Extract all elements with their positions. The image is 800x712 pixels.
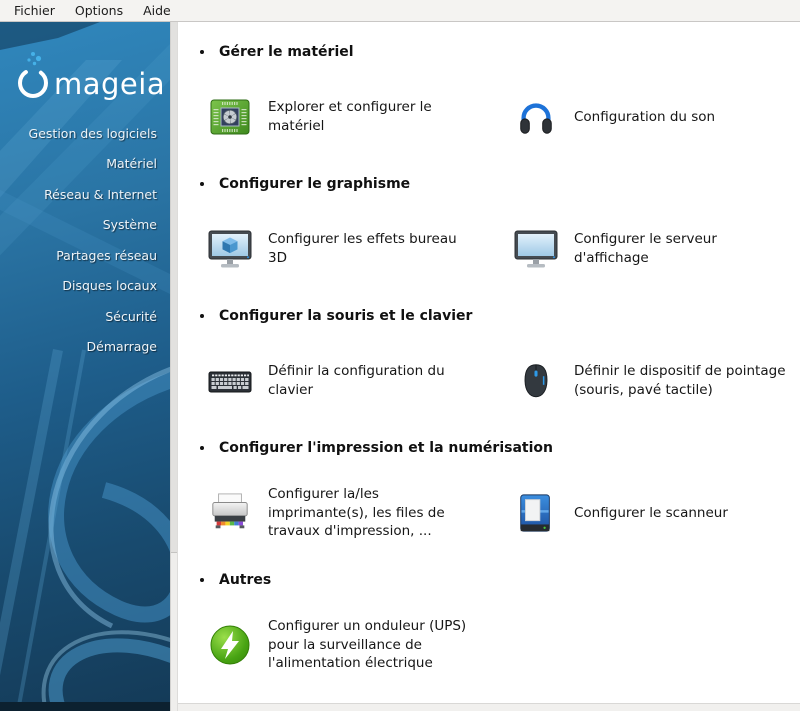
sidebar-item-local-disks[interactable]: Disques locaux	[62, 278, 157, 294]
menu-options[interactable]: Options	[74, 3, 124, 18]
section-title: Autres	[219, 572, 272, 588]
sidebar-item-network-shares[interactable]: Partages réseau	[56, 247, 157, 263]
section-others	[198, 570, 792, 676]
logo-cauldron-icon	[20, 70, 46, 96]
scrollbar-thumb[interactable]	[171, 22, 177, 553]
sidebar-item-system[interactable]: Système	[102, 217, 157, 233]
sidebar-item-hardware[interactable]: Matériel	[106, 156, 157, 172]
sidebar-item-boot[interactable]: Démarrage	[86, 339, 157, 355]
section-title: Configurer l'impression et la numérisation	[219, 440, 553, 456]
item-ups[interactable]	[206, 623, 254, 667]
section-mouse-keyboard	[198, 306, 792, 412]
item-pointing-device-label[interactable]: Définir le dispositif de pointage (souris, pavé tactile)	[574, 363, 786, 398]
monitor-3d-icon	[207, 228, 253, 270]
sidebar	[0, 22, 170, 711]
menu-fichier[interactable]: Fichier	[14, 3, 55, 18]
status-bar	[178, 703, 800, 711]
item-keyboard-config[interactable]	[206, 361, 254, 401]
section-title: Configurer le graphisme	[219, 176, 411, 192]
sidebar-item-software-management[interactable]: Gestion des logiciels	[28, 125, 157, 141]
item-printers[interactable]	[206, 492, 254, 534]
item-pointing-device[interactable]	[512, 360, 560, 402]
mageia-logo	[12, 48, 162, 106]
section-graphics	[198, 174, 792, 280]
item-sound-config-label[interactable]: Configuration du son	[574, 108, 716, 125]
vertical-scrollbar[interactable]	[170, 22, 178, 711]
section-row	[206, 614, 792, 676]
scanner-icon	[515, 492, 557, 534]
section-title: Gérer le matériel	[219, 44, 354, 60]
item-3d-effects[interactable]	[206, 228, 254, 270]
main-panel	[178, 22, 800, 711]
item-scanner-label[interactable]: Configurer le scanneur	[574, 504, 728, 521]
logo-bubbles-icon	[27, 52, 41, 65]
sidebar-nav	[0, 118, 170, 362]
section-row	[206, 218, 792, 280]
section-printing-scanning	[198, 438, 792, 544]
item-sound-config[interactable]	[512, 96, 560, 138]
keyboard-icon	[207, 361, 253, 401]
menu-aide[interactable]: Aide	[143, 3, 171, 18]
item-3d-effects-label[interactable]: Configurer les effets bureau 3D	[268, 231, 457, 266]
sidebar-item-security[interactable]: Sécurité	[105, 308, 157, 324]
ups-icon	[208, 623, 252, 667]
item-explore-hardware[interactable]	[206, 95, 254, 139]
section-row	[206, 350, 792, 412]
section-title: Configurer la souris et le clavier	[219, 308, 473, 324]
item-ups-label[interactable]: Configurer un onduleur (UPS) pour la surveillance de l'alimentation électrique	[268, 617, 467, 672]
item-display-server[interactable]	[512, 228, 560, 270]
cpu-icon	[208, 95, 252, 139]
headphones-icon	[515, 96, 557, 138]
sidebar-item-network-internet[interactable]: Réseau & Internet	[44, 186, 157, 202]
logo-wordmark: mageia	[54, 67, 162, 101]
sidebar-bottom-strip	[0, 702, 170, 711]
printer-icon	[208, 492, 252, 534]
mouse-icon	[515, 360, 557, 402]
item-printers-label[interactable]: Configurer la/les imprimante(s), les files de travaux d'impression, ...	[268, 485, 445, 540]
item-display-server-label[interactable]: Configurer le serveur d'affichage	[574, 231, 717, 266]
menu-bar	[0, 0, 800, 22]
item-scanner[interactable]	[512, 492, 560, 534]
item-keyboard-config-label[interactable]: Définir la configuration du clavier	[268, 363, 445, 398]
section-row	[206, 86, 792, 148]
monitor-icon	[513, 228, 559, 270]
section-row	[206, 482, 792, 544]
item-explore-hardware-label[interactable]: Explorer et configurer le matériel	[268, 99, 432, 134]
section-manage-hardware	[198, 42, 792, 148]
